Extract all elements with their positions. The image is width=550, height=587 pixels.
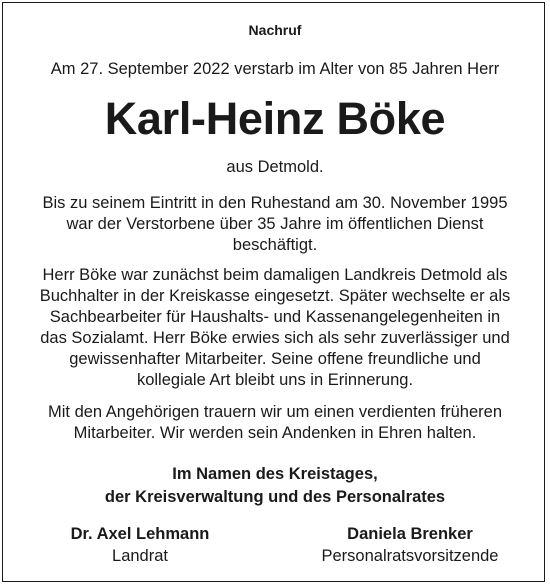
origin-text: aus Detmold. <box>226 158 324 176</box>
closing-line: der Kreisverwaltung und des Personalrates <box>104 488 446 506</box>
signatory-name: Daniela Brenker <box>347 525 473 543</box>
notice-heading: Nachruf <box>248 22 302 38</box>
paragraph-retirement <box>0 193 550 256</box>
signatory-title: Personalratsvorsitzende <box>321 547 499 565</box>
paragraph-line: beschäftigt. <box>232 236 318 254</box>
paragraph-line: Mit den Angehörigen trauern wir um einen verdienten früheren <box>47 403 503 421</box>
closing-line: Im Namen des Kreistages, <box>172 465 378 483</box>
paragraph-condolence <box>0 402 550 444</box>
deceased-name: Karl-Heinz Böke <box>104 93 446 144</box>
paragraph-line: das Sozialamt. Herr Böke erwies sich als sehr zuverlässiger und <box>40 329 510 347</box>
signatory-right <box>290 523 530 567</box>
signatory-left <box>40 523 240 567</box>
paragraph-line: Mitarbeiter. Wir werden sein Andenken in Ehren halten. <box>73 424 477 442</box>
paragraph-line: Buchhalter in der Kreiskasse eingesetzt. Später wechselte er als <box>39 287 511 305</box>
intro-text: Am 27. September 2022 verstarb im Alter von 85 Jahren Herr <box>50 60 500 78</box>
closing-statement <box>0 463 550 509</box>
paragraph-line: Sachbearbeiter für Haushalts- und Kassenangelegenheiten in <box>49 308 501 326</box>
paragraph-line: war der Verstorbene über 35 Jahre im öffentlichen Dienst <box>66 215 484 233</box>
paragraph-line: Herr Böke war zunächst beim damaligen Landkreis Detmold als <box>42 266 508 284</box>
signatory-name: Dr. Axel Lehmann <box>70 525 210 543</box>
signatory-title: Landrat <box>112 547 168 565</box>
paragraph-career <box>0 265 550 391</box>
paragraph-line: kollegiale Art bleibt uns in Erinnerung. <box>136 371 414 389</box>
paragraph-line: Bis zu seinem Eintritt in den Ruhestand am 30. November 1995 <box>42 194 508 212</box>
paragraph-line: gewissenhafter Mitarbeiter. Seine offene freundliche und <box>69 350 481 368</box>
